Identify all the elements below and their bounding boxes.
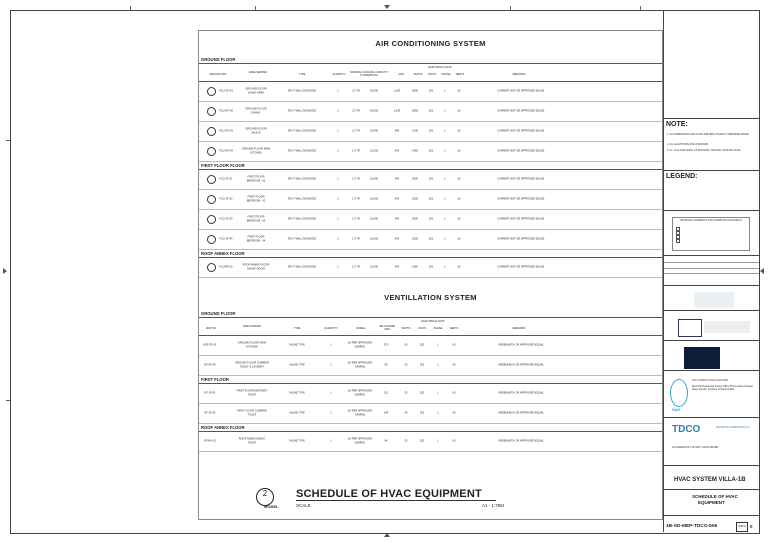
section-title: GROUND FLOOR (201, 57, 236, 62)
cell-watts: 45 (404, 411, 408, 415)
cell-qty: 1 (330, 391, 332, 395)
table-row (199, 189, 662, 209)
cell-tag: FCU-1F-04 (219, 237, 233, 241)
table-row (199, 257, 662, 277)
table-header (199, 65, 662, 79)
project-title: HVAC SYSTEM VILLA-1B (674, 477, 746, 483)
revision-number: 0 (750, 524, 753, 529)
table-row (199, 101, 662, 121)
cell-watts: 25 (404, 391, 408, 395)
cell-btu: 18,000 (370, 237, 378, 241)
frame-tick (6, 400, 10, 401)
table-row (199, 81, 662, 101)
cell-hz: 60 (457, 217, 461, 221)
cell-tag: FCU-1F-03 (219, 217, 233, 221)
note-2: 2. ALL ELEVATIONS ARE IN METERS. (667, 143, 709, 146)
cell-area: FIRST FLOOR BEDROOM - 02 (246, 195, 266, 202)
cell-remarks: GREENHECK OR APPROVED EQUAL (498, 343, 544, 347)
cell-remarks: CARRIER UNIT OR APPROVED EQUAL (497, 149, 545, 153)
cell-cfm: 600 (394, 177, 400, 181)
cell-watts: 2530 (412, 237, 418, 241)
tdco-name: TECHNICAL DIMENSIONS CO. (716, 426, 751, 429)
cell-area: GROUND FLOOR MAIN KITCHEN (241, 147, 271, 154)
cell-phase: 1 (444, 129, 446, 133)
notes-title: NOTE: (666, 121, 688, 128)
revision-table (664, 255, 759, 276)
cell-area: FIRST FLOOR BEDROOM - 03 (246, 215, 266, 222)
cell-qty: 1 (337, 109, 339, 113)
cell-area: ROOF ANNEX MAIDS' TOILET (238, 437, 266, 444)
section-title: GROUND FLOOR (201, 311, 236, 316)
cell-cap: 2.5 TR (352, 89, 360, 93)
cell-remarks: GREENHECK OR APPROVED EQUAL (498, 363, 544, 367)
row-divider (199, 277, 662, 278)
tdco-logo: TDCO (672, 424, 701, 435)
cell-watts: 2895 (412, 109, 418, 113)
table-row (199, 431, 662, 451)
cell-area: ROOF ANNEX FLOOR MAIDS' ROOM (242, 263, 270, 270)
column-header: WATTS (413, 73, 423, 76)
cell-btu: 18,000 (370, 197, 378, 201)
cell-volts: 220 (428, 197, 434, 201)
cell-volts: 220 (419, 343, 425, 347)
cell-type: SPLIT WALL MOUNTED (287, 129, 317, 133)
cell-hz: 60 (457, 89, 461, 93)
cell-model: AS PER APPROVED SAMPLE (347, 341, 373, 348)
cell-volts: 220 (419, 391, 425, 395)
cell-phase: 1 (437, 439, 439, 443)
cell-phase: 1 (444, 237, 446, 241)
cell-area: FIRST FLOOR MASTERS' TOILET (236, 389, 268, 396)
table-row (199, 335, 662, 355)
architect-address (704, 321, 750, 333)
cell-remarks: GREENHECK OR APPROVED EQUAL (498, 391, 544, 395)
cell-cap: 2.5 TR (352, 109, 360, 113)
cell-remarks: CARRIER UNIT OR APPROVED EQUAL (497, 129, 545, 133)
frame-tick (510, 6, 511, 10)
legend-title: LEGEND: (666, 173, 698, 180)
cell-remarks: CARRIER UNIT OR APPROVED EQUAL (497, 177, 545, 181)
cell-watts: 90 (404, 343, 408, 347)
cell-watts: 1450 (412, 149, 418, 153)
cell-cap: 1.0 TR (352, 149, 360, 153)
cell-model: AS PER APPROVED SAMPLE (347, 389, 373, 396)
cell-remarks: CARRIER UNIT OR APPROVED EQUAL (497, 197, 545, 201)
cell-hz: 60 (457, 237, 461, 241)
cell-btu: 12,000 (370, 149, 378, 153)
cell-qty: 1 (337, 149, 339, 153)
cell-tag: EF-1F-01 (204, 391, 216, 395)
column-header: WATTS (401, 327, 411, 330)
cell-watts: 1450 (412, 265, 418, 269)
cell-phase: 1 (444, 197, 446, 201)
cell-area: GROUND FLOOR MAJLIS (245, 127, 267, 134)
cell-remarks: CARRIER UNIT OR APPROVED EQUAL (497, 265, 545, 269)
column-header: VOLTS (417, 327, 427, 330)
tdco-address: AL RAWABI DIST. RIYADH, SAUDI ARABIA (672, 446, 719, 449)
cell-qty: 1 (337, 197, 339, 201)
note-3: 3. F.L. IS FLOOR LEVEL OF BUILDING. NATURAL GROUND LEVEL. (667, 149, 742, 152)
cell-phase: 1 (437, 391, 439, 395)
cell-btu: 30,000 (370, 109, 378, 113)
architect-logo (678, 319, 702, 337)
cell-phase: 1 (437, 343, 439, 347)
column-header: INDOOR UNIT (209, 73, 227, 76)
cell-hz: 60 (452, 343, 456, 347)
cell-cfm: 94 (384, 439, 388, 443)
cell-remarks: CARRIER UNIT OR APPROVED EQUAL (497, 109, 545, 113)
cell-type: SPLIT WALL MOUNTED (287, 265, 317, 269)
cell-cap: 2.0 TR (352, 129, 360, 133)
column-header: QUANTITY (324, 327, 338, 330)
cell-cfm: 400 (394, 149, 400, 153)
cell-type: SPLIT WALL MOUNTED (287, 217, 317, 221)
approval-title: APPROVAL COMMENTS FOR SUBMITTED DOCUMENT (680, 219, 742, 222)
sheet-count-box (736, 522, 748, 532)
vent-system-title: VENTILLATION SYSTEM (384, 293, 477, 302)
table-row (199, 141, 662, 161)
center-mark-top (384, 5, 390, 9)
cell-cfm: 800 (394, 129, 400, 133)
cell-area: FIRST FLOOR BEDROOM - 01 (246, 175, 266, 182)
project-box (664, 465, 759, 486)
cell-hz: 60 (452, 363, 456, 367)
column-header: HERTZ (455, 73, 465, 76)
cell-hz: 60 (457, 265, 461, 269)
cell-tag: EF-RA-01 (204, 439, 216, 443)
approval-stamp (672, 217, 750, 251)
column-header: CFM (398, 73, 404, 76)
cell-hz: 60 (457, 197, 461, 201)
revision-row (664, 268, 759, 269)
cell-phase: 1 (444, 149, 446, 153)
scale-label: SCALE (296, 503, 311, 508)
cell-cfm: 370 (383, 343, 389, 347)
column-header: PHASE (441, 73, 451, 76)
cell-qty: 1 (337, 237, 339, 241)
cell-type: SPLIT WALL MOUNTED (287, 237, 317, 241)
column-header: REMARKS (512, 327, 526, 330)
column-header: AIR VOLUME CFM (379, 325, 395, 331)
cell-volts: 220 (419, 411, 425, 415)
cell-remarks: GREENHECK OR APPROVED EQUAL (498, 411, 544, 415)
note-1: 1. ALL DIMENSIONS ARE IN MILLIMETERS UNLESS OTHERWISE NOTED. (667, 133, 750, 136)
consultant-box (664, 370, 759, 419)
column-header: NOMINAL COOLING CAPACITY (TONS/BTU/H) (350, 71, 388, 77)
cell-cfm: 111 (384, 391, 388, 395)
cell-tag: EF-1F-02 (204, 411, 216, 415)
consultant-name: SAK CONSULT HVAC ELECTRIC (692, 379, 729, 382)
column-header: PHASE (433, 327, 443, 330)
center-mark-right (760, 268, 764, 274)
cell-btu: 12,000 (370, 265, 378, 269)
cell-volts: 220 (428, 265, 434, 269)
consultant-info: Electrical Residential Design Office Prince Saud Al Faisal Road, Riyadh, Kingdom of Saudi Arabia (692, 385, 753, 391)
section-title: FIRST FLOOR (201, 377, 229, 382)
cell-tag: FCU-GF-01 (219, 89, 233, 93)
cell-tag: FCU-1F-01 (219, 177, 233, 181)
cell-volts: 220 (428, 177, 434, 181)
section-divider (199, 63, 662, 64)
mep-logo (684, 347, 720, 369)
cell-cap: 1.5 TR (352, 177, 360, 181)
cell-watts: 2530 (412, 197, 418, 201)
cell-cfm: 400 (394, 265, 400, 269)
cell-area: FIRST FLOOR BEDROOM - 04 (246, 235, 266, 242)
model-label: MODEL (264, 504, 279, 509)
approval-box (664, 210, 759, 256)
drawing-number-box (664, 515, 759, 533)
sak-label: SAK (672, 407, 681, 412)
cell-model: AS PER APPROVED SAMPLE (347, 437, 373, 444)
cell-type: SPLIT WALL MOUNTED (287, 197, 317, 201)
cell-area: FIRST FLOOR COMMON TOILET (237, 409, 267, 416)
center-mark-left (3, 268, 7, 274)
schedule-panel (198, 30, 663, 520)
cell-qty: 1 (330, 343, 332, 347)
cell-volts: 220 (428, 237, 434, 241)
table-row (199, 403, 662, 423)
cell-remarks: CARRIER UNIT OR APPROVED EQUAL (497, 237, 545, 241)
cell-tag: FCU-GF-02 (219, 109, 233, 113)
table-row (199, 355, 662, 375)
table-row (199, 209, 662, 229)
cell-tag: FCU-GF-04 (219, 149, 233, 153)
revision-row (664, 262, 759, 263)
cell-hz: 60 (457, 129, 461, 133)
column-header: ELECTRICAL DATA (421, 320, 445, 323)
section-title: FIRST FLOOR FLOOR (201, 163, 245, 168)
cell-type: INLINE TYPE (289, 363, 305, 367)
cell-volts: 220 (419, 363, 425, 367)
revision-row (664, 273, 759, 274)
cell-tag: FCU-RF-01 (219, 265, 233, 269)
section-title: ROOF ANNEX FLOOR (201, 425, 245, 430)
row-divider (199, 161, 662, 162)
cell-type: SPLIT WALL MOUNTED (287, 89, 317, 93)
drawing-title-box (664, 489, 759, 508)
row-divider (199, 423, 662, 424)
cell-btu: 30,000 (370, 89, 378, 93)
row-divider (199, 249, 662, 250)
cell-volts: 220 (428, 217, 434, 221)
column-header: VOLTS (427, 73, 437, 76)
scale-value: A1 - 1:75M (482, 503, 505, 508)
table-row (199, 169, 662, 189)
row-divider (199, 375, 662, 376)
cell-type: SPLIT WALL MOUNTED (287, 177, 317, 181)
cell-hz: 60 (457, 109, 461, 113)
sak-logo (670, 379, 688, 407)
cell-type: INLINE TYPE (289, 343, 305, 347)
cell-qty: 1 (337, 129, 339, 133)
cell-cap: 1.5 TR (352, 237, 360, 241)
cell-type: INLINE TYPE (289, 391, 305, 395)
sheet-count: 9 OF 9 (738, 525, 746, 528)
cell-btu: 18,000 (370, 177, 378, 181)
cell-cap: 1.0 TR (352, 265, 360, 269)
drawing-number: 1B-SD-MEP-TDCO-506 (666, 524, 718, 529)
cell-qty: 2 (330, 363, 332, 367)
cell-phase: 1 (444, 89, 446, 93)
cell-cfm: 600 (394, 237, 400, 241)
contractor-box (664, 417, 759, 466)
cell-area: GROUND FLOOR DINING (245, 107, 267, 114)
row-divider (199, 451, 662, 452)
cell-qty: 1 (330, 439, 332, 443)
table-row (199, 229, 662, 249)
legend-box (664, 170, 759, 211)
column-header: ELECTRICAL DATA (428, 66, 452, 69)
cell-area: GROUND FLOOR COMMON TOILET & LAUNDRY (235, 361, 270, 368)
section-divider (199, 317, 662, 318)
cell-remarks: CARRIER UNIT OR APPROVED EQUAL (497, 89, 545, 93)
cell-phase: 1 (444, 177, 446, 181)
owner-logo (694, 292, 734, 308)
cell-tag: FCU-GF-03 (219, 129, 233, 133)
cell-model: AS PER APPROVED SAMPLE (347, 409, 373, 416)
section-title: ROOF ANNEX FLOOR (201, 251, 245, 256)
cell-qty: 1 (337, 217, 339, 221)
cell-watts: 2135 (412, 129, 418, 133)
cell-phase: 1 (437, 411, 439, 415)
drawing-title-line1: SCHEDULE OF HVAC (692, 494, 738, 499)
cell-tag: KEF-GF-01 (203, 343, 217, 347)
cell-phase: 1 (444, 217, 446, 221)
ac-system-title: AIR CONDITIONING SYSTEM (375, 39, 486, 48)
cell-type: SPLIT WALL MOUNTED (287, 149, 317, 153)
cell-hz: 60 (457, 149, 461, 153)
drawing-title-line2: EQUIPMENT (698, 500, 725, 505)
column-header: AREA SERVED (248, 71, 268, 74)
mep-box (664, 340, 759, 371)
title-underline (296, 500, 496, 501)
schedule-title: SCHEDULE OF HVAC EQUIPMENT (296, 488, 482, 500)
cell-hz: 60 (452, 411, 456, 415)
cell-phase: 1 (444, 265, 446, 269)
cell-model: AS PER APPROVED SAMPLE (347, 361, 373, 368)
cell-type: INLINE TYPE (289, 439, 305, 443)
cell-watts: 2895 (412, 89, 418, 93)
column-header: AREA SERVED (242, 325, 262, 328)
cell-tag: FCU-1F-02 (219, 197, 233, 201)
frame-tick (6, 140, 10, 141)
cell-phase: 1 (437, 363, 439, 367)
cell-watts: 2530 (412, 177, 418, 181)
cell-volts: 220 (419, 439, 425, 443)
table-header (199, 319, 662, 333)
cell-hz: 60 (452, 439, 456, 443)
cell-type: INLINE TYPE (289, 411, 305, 415)
cell-hz: 60 (457, 177, 461, 181)
cell-watts: 25 (404, 439, 408, 443)
cell-volts: 220 (428, 149, 434, 153)
table-row (199, 121, 662, 141)
table-row (199, 383, 662, 403)
frame-tick (130, 6, 131, 10)
column-header: UNIT NO (205, 327, 217, 330)
cell-area: GROUND FLOOR LIVING AREA (245, 87, 267, 94)
cell-watts: 25 (404, 363, 408, 367)
cell-btu: 18,000 (370, 217, 378, 221)
frame-tick (640, 6, 641, 10)
column-header: MODEL (356, 327, 366, 330)
column-header: HERTZ (449, 327, 459, 330)
architect-box (664, 310, 759, 341)
cell-qty: 1 (337, 265, 339, 269)
cell-qty: 2 (330, 411, 332, 415)
cell-cfm: 1,000 (393, 109, 401, 113)
cell-cfm: 95 (384, 363, 388, 367)
column-header: TYPE (298, 73, 306, 76)
cell-cfm: 600 (394, 197, 400, 201)
schedule-number: 2 (256, 488, 274, 506)
cell-remarks: CARRIER UNIT OR APPROVED EQUAL (497, 217, 545, 221)
cell-tag: EF-GF-02 (204, 363, 216, 367)
cell-volts: 220 (428, 89, 434, 93)
cell-cfm: 600 (394, 217, 400, 221)
cell-area: GROUND FLOOR MAIN KITCHEN (237, 341, 267, 348)
cell-cap: 1.5 TR (352, 197, 360, 201)
cell-watts: 2530 (412, 217, 418, 221)
cell-volts: 220 (428, 129, 434, 133)
cell-btu: 24,000 (370, 129, 378, 133)
column-header: REMARKS (512, 73, 526, 76)
frame-tick (255, 6, 256, 10)
cell-remarks: GREENHECK OR APPROVED EQUAL (498, 439, 544, 443)
center-mark-bottom (384, 533, 390, 537)
cell-type: SPLIT WALL MOUNTED (287, 109, 317, 113)
approval-checkbox (676, 239, 680, 243)
cell-cfm: 1,000 (393, 89, 401, 93)
cell-hz: 60 (452, 391, 456, 395)
cell-cap: 1.5 TR (352, 217, 360, 221)
cell-cfm: 140 (383, 411, 389, 415)
cell-volts: 220 (428, 109, 434, 113)
column-header: TYPE (293, 327, 301, 330)
column-header: QUANTITY (332, 73, 346, 76)
cell-phase: 1 (444, 109, 446, 113)
title-block (663, 10, 759, 532)
cell-qty: 1 (337, 89, 339, 93)
cell-qty: 1 (337, 177, 339, 181)
